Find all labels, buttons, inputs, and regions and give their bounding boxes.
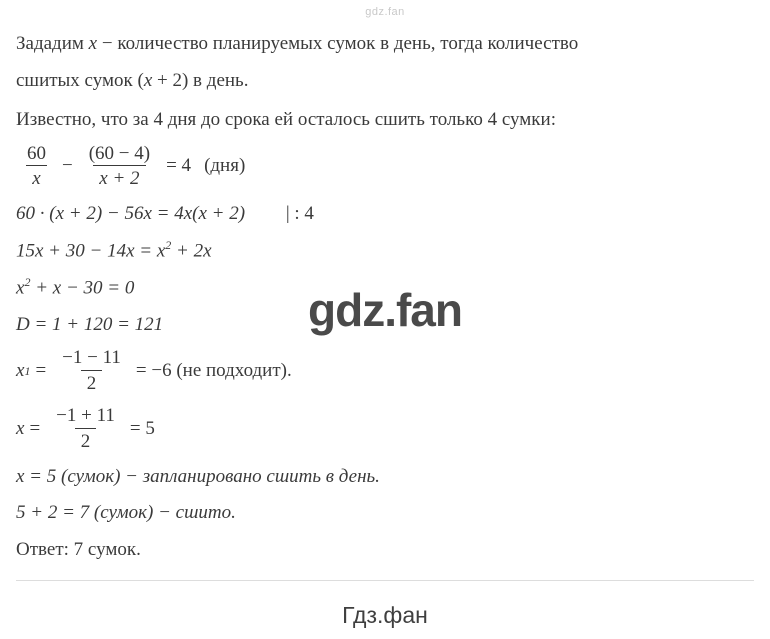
- equation-2: [16, 200, 754, 228]
- equation-4-part-b: + x − 30 = 0: [35, 277, 135, 299]
- root-2-label: x: [16, 417, 25, 439]
- equation-1-unit: (дня): [204, 155, 246, 177]
- root-2-numerator: −1 + 11: [56, 404, 115, 426]
- root-2-equals: =: [29, 417, 41, 439]
- equation-4: [16, 274, 754, 302]
- fraction-2-numerator: (60 − 4): [88, 142, 151, 164]
- intro-line-2: [16, 67, 754, 95]
- root-1-equals: =: [35, 360, 47, 382]
- conclusion-2-text: 5 + 2 = 7 (сумок) − сшито.: [16, 502, 236, 524]
- fraction-1-numerator: 60: [27, 142, 46, 164]
- fraction-60-over-x: [21, 143, 52, 191]
- top-watermark: gdz.fan: [365, 6, 405, 18]
- conclusion-1-text: x = 5 (сумок) − запланировано сшить в день.: [16, 465, 380, 487]
- root-2-result: = 5: [129, 417, 155, 439]
- known-line: Известно, что за 4 дня до срока ей осталось сшить только 4 сумки:: [16, 109, 556, 131]
- root-1-numerator: −1 − 11: [62, 347, 121, 369]
- conclusion-1: [16, 463, 754, 491]
- bottom-watermark: Гдз.фан: [342, 602, 428, 628]
- intro-var-x: x: [88, 33, 98, 54]
- intro-text-a: Зададим: [16, 33, 84, 54]
- equation-4-exponent: 2: [24, 274, 31, 289]
- equation-1-equals: = 4: [166, 155, 192, 177]
- root-1-label: x: [16, 360, 25, 382]
- intro2-text-a: сшитых сумок (: [16, 69, 144, 91]
- root-1-result: = −6 (не подходит).: [135, 360, 292, 382]
- intro-line-1: [16, 30, 754, 58]
- equation-3-exponent: 2: [165, 237, 172, 252]
- equation-3-part-a: 15x + 30 − 14x = x: [16, 240, 166, 262]
- equation-4-part-a: x: [16, 277, 25, 299]
- bottom-divider: [16, 580, 754, 581]
- answer-line: Ответ: 7 сумок.: [16, 538, 141, 560]
- fraction-1-denominator: x: [26, 165, 46, 190]
- root-1-subscript: 1: [24, 363, 31, 378]
- root-2: [16, 405, 754, 453]
- conclusion-2: [16, 499, 754, 527]
- root-1-fraction: [56, 347, 127, 395]
- fraction-2-denominator: x + 2: [93, 165, 145, 190]
- root-1-denominator: 2: [81, 370, 103, 395]
- equation-1: [16, 143, 754, 191]
- equation-2-note: | : 4: [285, 203, 314, 225]
- root-2-fraction: [50, 405, 121, 453]
- equation-3: [16, 237, 754, 265]
- equation-discriminant: [16, 311, 754, 339]
- equation-2-expression: 60 · (x + 2) − 56x = 4x(x + 2): [16, 203, 246, 225]
- minus-operator: −: [62, 155, 73, 177]
- fraction-56-over-x-plus-2: [83, 143, 156, 191]
- root-1: [16, 347, 754, 395]
- equation-3-part-b: + 2x: [176, 240, 212, 262]
- intro-text-b: − количество планируемых сумок в день, тогда количество: [101, 33, 579, 54]
- center-watermark: gdz.fan: [308, 284, 462, 336]
- intro2-text-b: + 2) в день.: [157, 69, 249, 91]
- root-2-denominator: 2: [75, 428, 97, 453]
- solution-body: [16, 30, 754, 572]
- discriminant-expression: D = 1 + 120 = 121: [16, 313, 164, 335]
- intro2-var-x: x: [143, 69, 153, 91]
